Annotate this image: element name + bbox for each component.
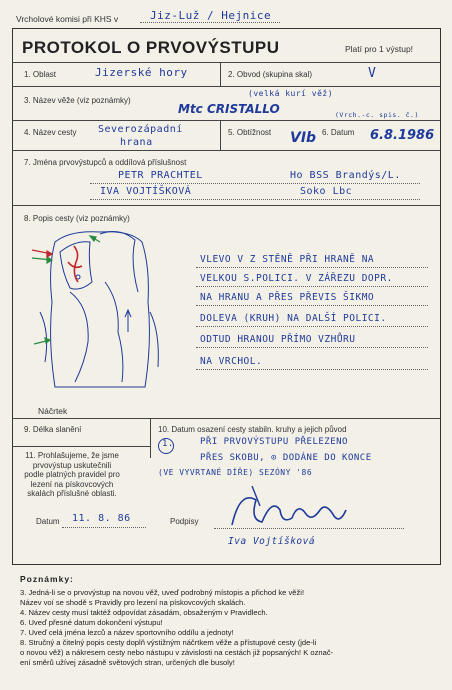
route-line-1: VLEVO V Z STĚNĚ PŘI HRANĚ NA — [200, 254, 375, 265]
route-line-5: ODTUD HRANOU PŘÍMO VZHŮRU — [200, 334, 356, 345]
notes-list — [20, 588, 440, 668]
field-3-note1: (velká kurí věž) — [248, 89, 334, 98]
field-6-value: 6.8.1986 — [370, 128, 435, 143]
field-3-note2: (Vrch.-c. spis. č.) — [335, 111, 419, 119]
field-10-line-2: PŘES SKOBU, ⊙ DODÁNE DO KONCE — [200, 453, 372, 463]
field-2-value: V — [368, 66, 377, 81]
date-value: 11. 8. 86 — [72, 513, 131, 524]
note-item: 7. Uveď celá jména lezců a název sportovního oddílu a jednoty! — [20, 628, 234, 637]
form-title: PROTOKOL O PRVOVÝSTUPU — [22, 38, 280, 57]
field-9-label: 9. Délka slanění — [24, 425, 82, 434]
route-line-6: NA VRCHOL. — [200, 356, 263, 367]
field-8-label: 8. Popis cesty (viz poznámky) — [24, 214, 130, 223]
field-10-line-3: (VE VYVRTANÉ DÍŘE) SEZÓNY '86 — [158, 468, 313, 477]
note-item: 6. Uveď přesné datum dokončení výstupu! — [20, 618, 163, 627]
route-line-4: DOLEVA (KRUH) NA DALŠÍ POLICI. — [200, 313, 387, 324]
field-11-label: 11. Prohlašujeme, že jsme prvovýstup uskutečnili podle platných pravidel pro lezení na pískovcových skalách příslušné oblasti. — [24, 451, 120, 499]
field-10-number: 1. — [162, 439, 174, 449]
field-3-value: Mtc CRISTALLO — [178, 102, 280, 116]
field-7-label: 7. Jména prvovýstupců a oddílová příslušnost — [24, 158, 187, 167]
date-label: Datum — [36, 517, 60, 526]
note-item: Název voí se shodě s Pravidly pro lezení na pískovcových skalách. — [20, 598, 246, 607]
climber-1: PETR PRACHTEL — [118, 170, 203, 181]
valid-note: Platí pro 1 výstup! — [345, 44, 414, 54]
note-item: ení směrů užívej zásadně světových stran, určených dle busoly! — [20, 658, 235, 667]
route-line-3: NA HRANU A PŘES PŘEVIS ŠIKMO — [200, 292, 375, 303]
note-item: 8. Stručný a čitelný popis cesty doplň výstižným náčrtkem věže a přístupové cesty (jde-li — [20, 638, 317, 647]
commission-label: Vrcholové komisi při KHS v — [16, 14, 119, 24]
field-1-value: Jizerské hory — [95, 66, 188, 79]
field-5-label: 5. Obtížnost — [228, 128, 272, 137]
field-10-label: 10. Datum osazení cesty stabiln. kruhy a jejich původ — [158, 425, 347, 434]
signature-2: Iva Vojtíšková — [228, 536, 316, 547]
route-sketch — [30, 222, 180, 407]
climber-2: IVA VOJTÍŠKOVÁ — [100, 186, 192, 197]
field-6-label: 6. Datum — [322, 128, 355, 137]
region-handwritten: Jiz-Luž / Hejnice — [150, 9, 272, 22]
notes-heading: Poznámky: — [20, 574, 74, 584]
note-item: o novou věž) a nákresem cesty nebo nástupu v závislosti na cestách již popsaných! K označ- — [20, 648, 334, 657]
signatures-label: Podpisy — [170, 517, 199, 526]
note-item: 3. Jedná-li se o prvovýstup na novou věž, uveď podrobný místopis a přichod ke věži! — [20, 588, 305, 597]
club-2: Soko Lbc — [300, 186, 353, 197]
note-item: 4. Název cesty musí taktéž odpovídat zásadám, obsaženým v Pravidlech. — [20, 608, 268, 617]
club-1: Ho BSS Brandýs/L. — [290, 170, 401, 181]
field-1-label: 1. Oblast — [24, 70, 57, 79]
field-4-value1: Severozápadní — [98, 124, 183, 135]
field-5-value: VIb — [290, 130, 317, 146]
field-10-line-1: PŘI PRVOVÝSTUPU PŘELEZENO — [200, 437, 348, 447]
sketch-label: Náčrtek — [38, 406, 68, 416]
signature-1 — [222, 480, 352, 535]
field-3-label: 3. Název věže (viz poznámky) — [24, 96, 131, 105]
field-4-value2: hrana — [120, 137, 153, 148]
route-line-2: VELKOU S.POLICI. V ZÁŘEZU DOPR. — [200, 273, 393, 284]
field-4-label: 4. Název cesty — [24, 128, 77, 137]
field-2-label: 2. Obvod (skupina skal) — [228, 70, 313, 79]
